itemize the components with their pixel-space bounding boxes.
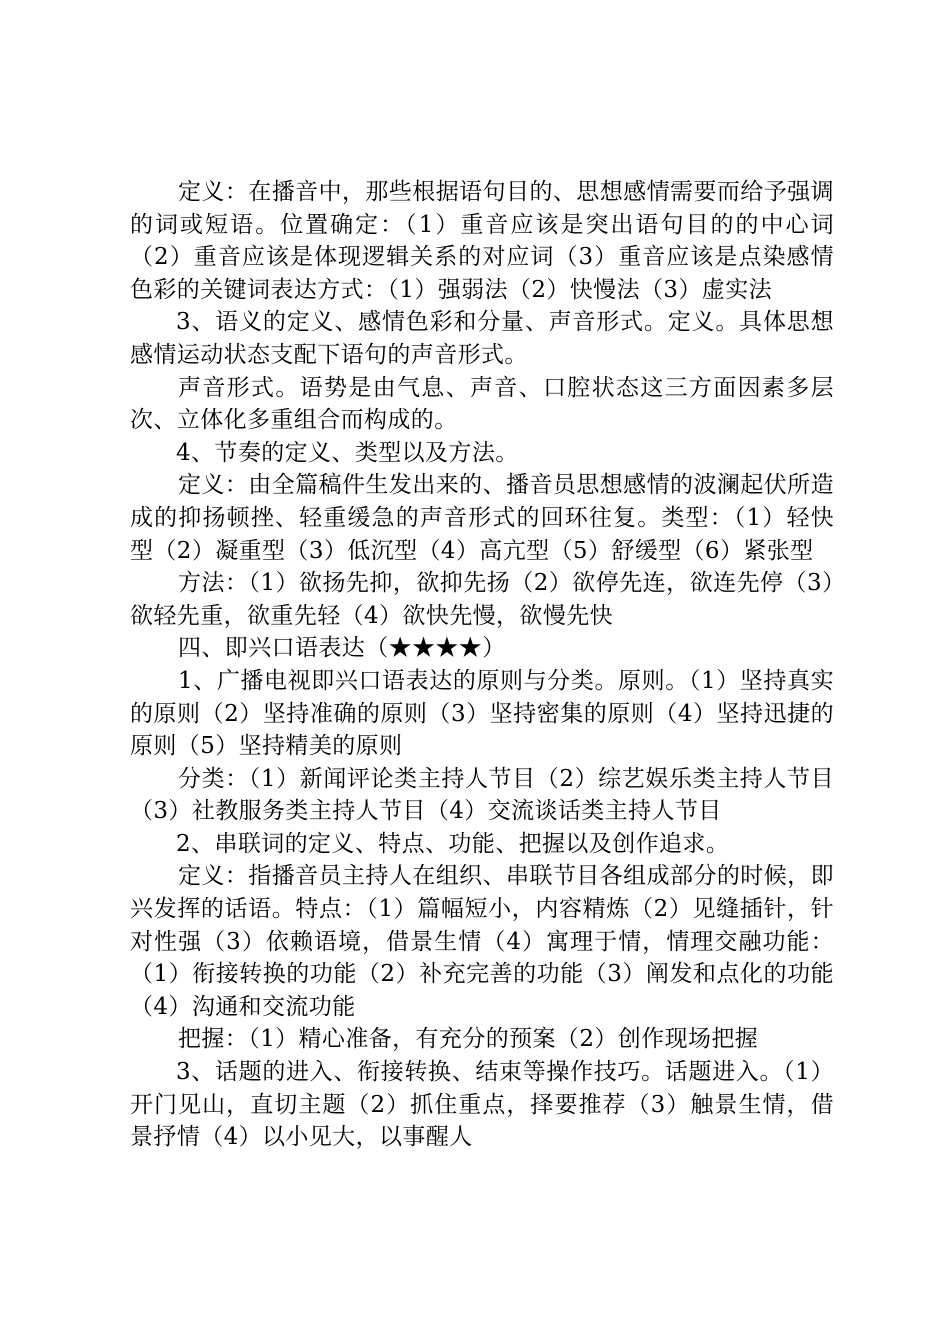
paragraph-impromptu-categories: 分类：（1）新闻评论类主持人节目（2）综艺娱乐类主持人节目（3）社教服务类主持人节目（4）交流谈话类主持人节目 — [130, 765, 834, 825]
section-heading-impromptu: 四、即兴口语表达（★★★★） — [178, 635, 506, 662]
paragraph-rhythm-methods: 方法：（1）欲扬先抑，欲抑先扬（2）欲停先连，欲连先停（3）欲轻先重，欲重先轻（4）欲快先慢，欲慢先快 — [130, 570, 834, 629]
paragraph-semantic-definition: 3、语义的定义、感情色彩和分量、声音形式。定义。具体思想感情运动状态支配下语句的声音形式。 — [130, 309, 834, 368]
paragraph-topic-techniques: 3、话题的进入、衔接转换、结束等操作技巧。话题进入。（1）开门见山，直切主题（2）抓住重点，择要推荐（3）触景生情，借景抒情（4）以小见大，以事醒人 — [130, 1059, 834, 1151]
paragraph-link-words-heading: 2、串联词的定义、特点、功能、把握以及创作追求。 — [176, 830, 730, 857]
paragraph-sound-form: 声音形式。语势是由气息、声音、口腔状态这三方面因素多层次、立体化多重组合而构成的。 — [130, 374, 834, 434]
paragraph-link-words-definition: 定义：指播音员主持人在组织、串联节目各组成部分的时候，即兴发挥的话语。特点：（1）篇幅短小，内容精炼（2）见缝插针，针对性强（3）依赖语境，借景生情（4）寓理于情，情理交融功能：（1）衔接转换的功能（2）补充完善的功能（3）阐发和点化的功能（4）沟通和交流功能 — [130, 863, 834, 1020]
paragraph-impromptu-principles: 1、广播电视即兴口语表达的原则与分类。原则。（1）坚持真实的原则（2）坚持准确的原则（3）坚持密集的原则（4）坚持迅捷的原则（5）坚持精美的原则 — [130, 667, 834, 760]
document-page — [130, 176, 834, 1154]
paragraph-stress-definition: 定义：在播音中，那些根据语句目的、思想感情需要而给予强调的词或短语。位置确定：（1）重音应该是突出语句目的的中心词（2）重音应该是体现逻辑关系的对应词（3）重音应该是点染感情色彩的关键词表达方式：（1）强弱法（2）快慢法（3）虚实法 — [130, 179, 834, 303]
paragraph-link-words-grasp: 把握：（1）精心准备，有充分的预案（2）创作现场把握 — [178, 1026, 759, 1053]
paragraph-rhythm-heading: 4、节奏的定义、类型以及方法。 — [176, 439, 519, 466]
paragraph-rhythm-definition: 定义：由全篇稿件生发出来的、播音员思想感情的波澜起伏所造成的抑扬顿挫、轻重缓急的声音形式的回环往复。类型：（1）轻快型（2）凝重型（3）低沉型（4）高亢型（5）舒缓型（6）紧张型 — [130, 472, 834, 564]
